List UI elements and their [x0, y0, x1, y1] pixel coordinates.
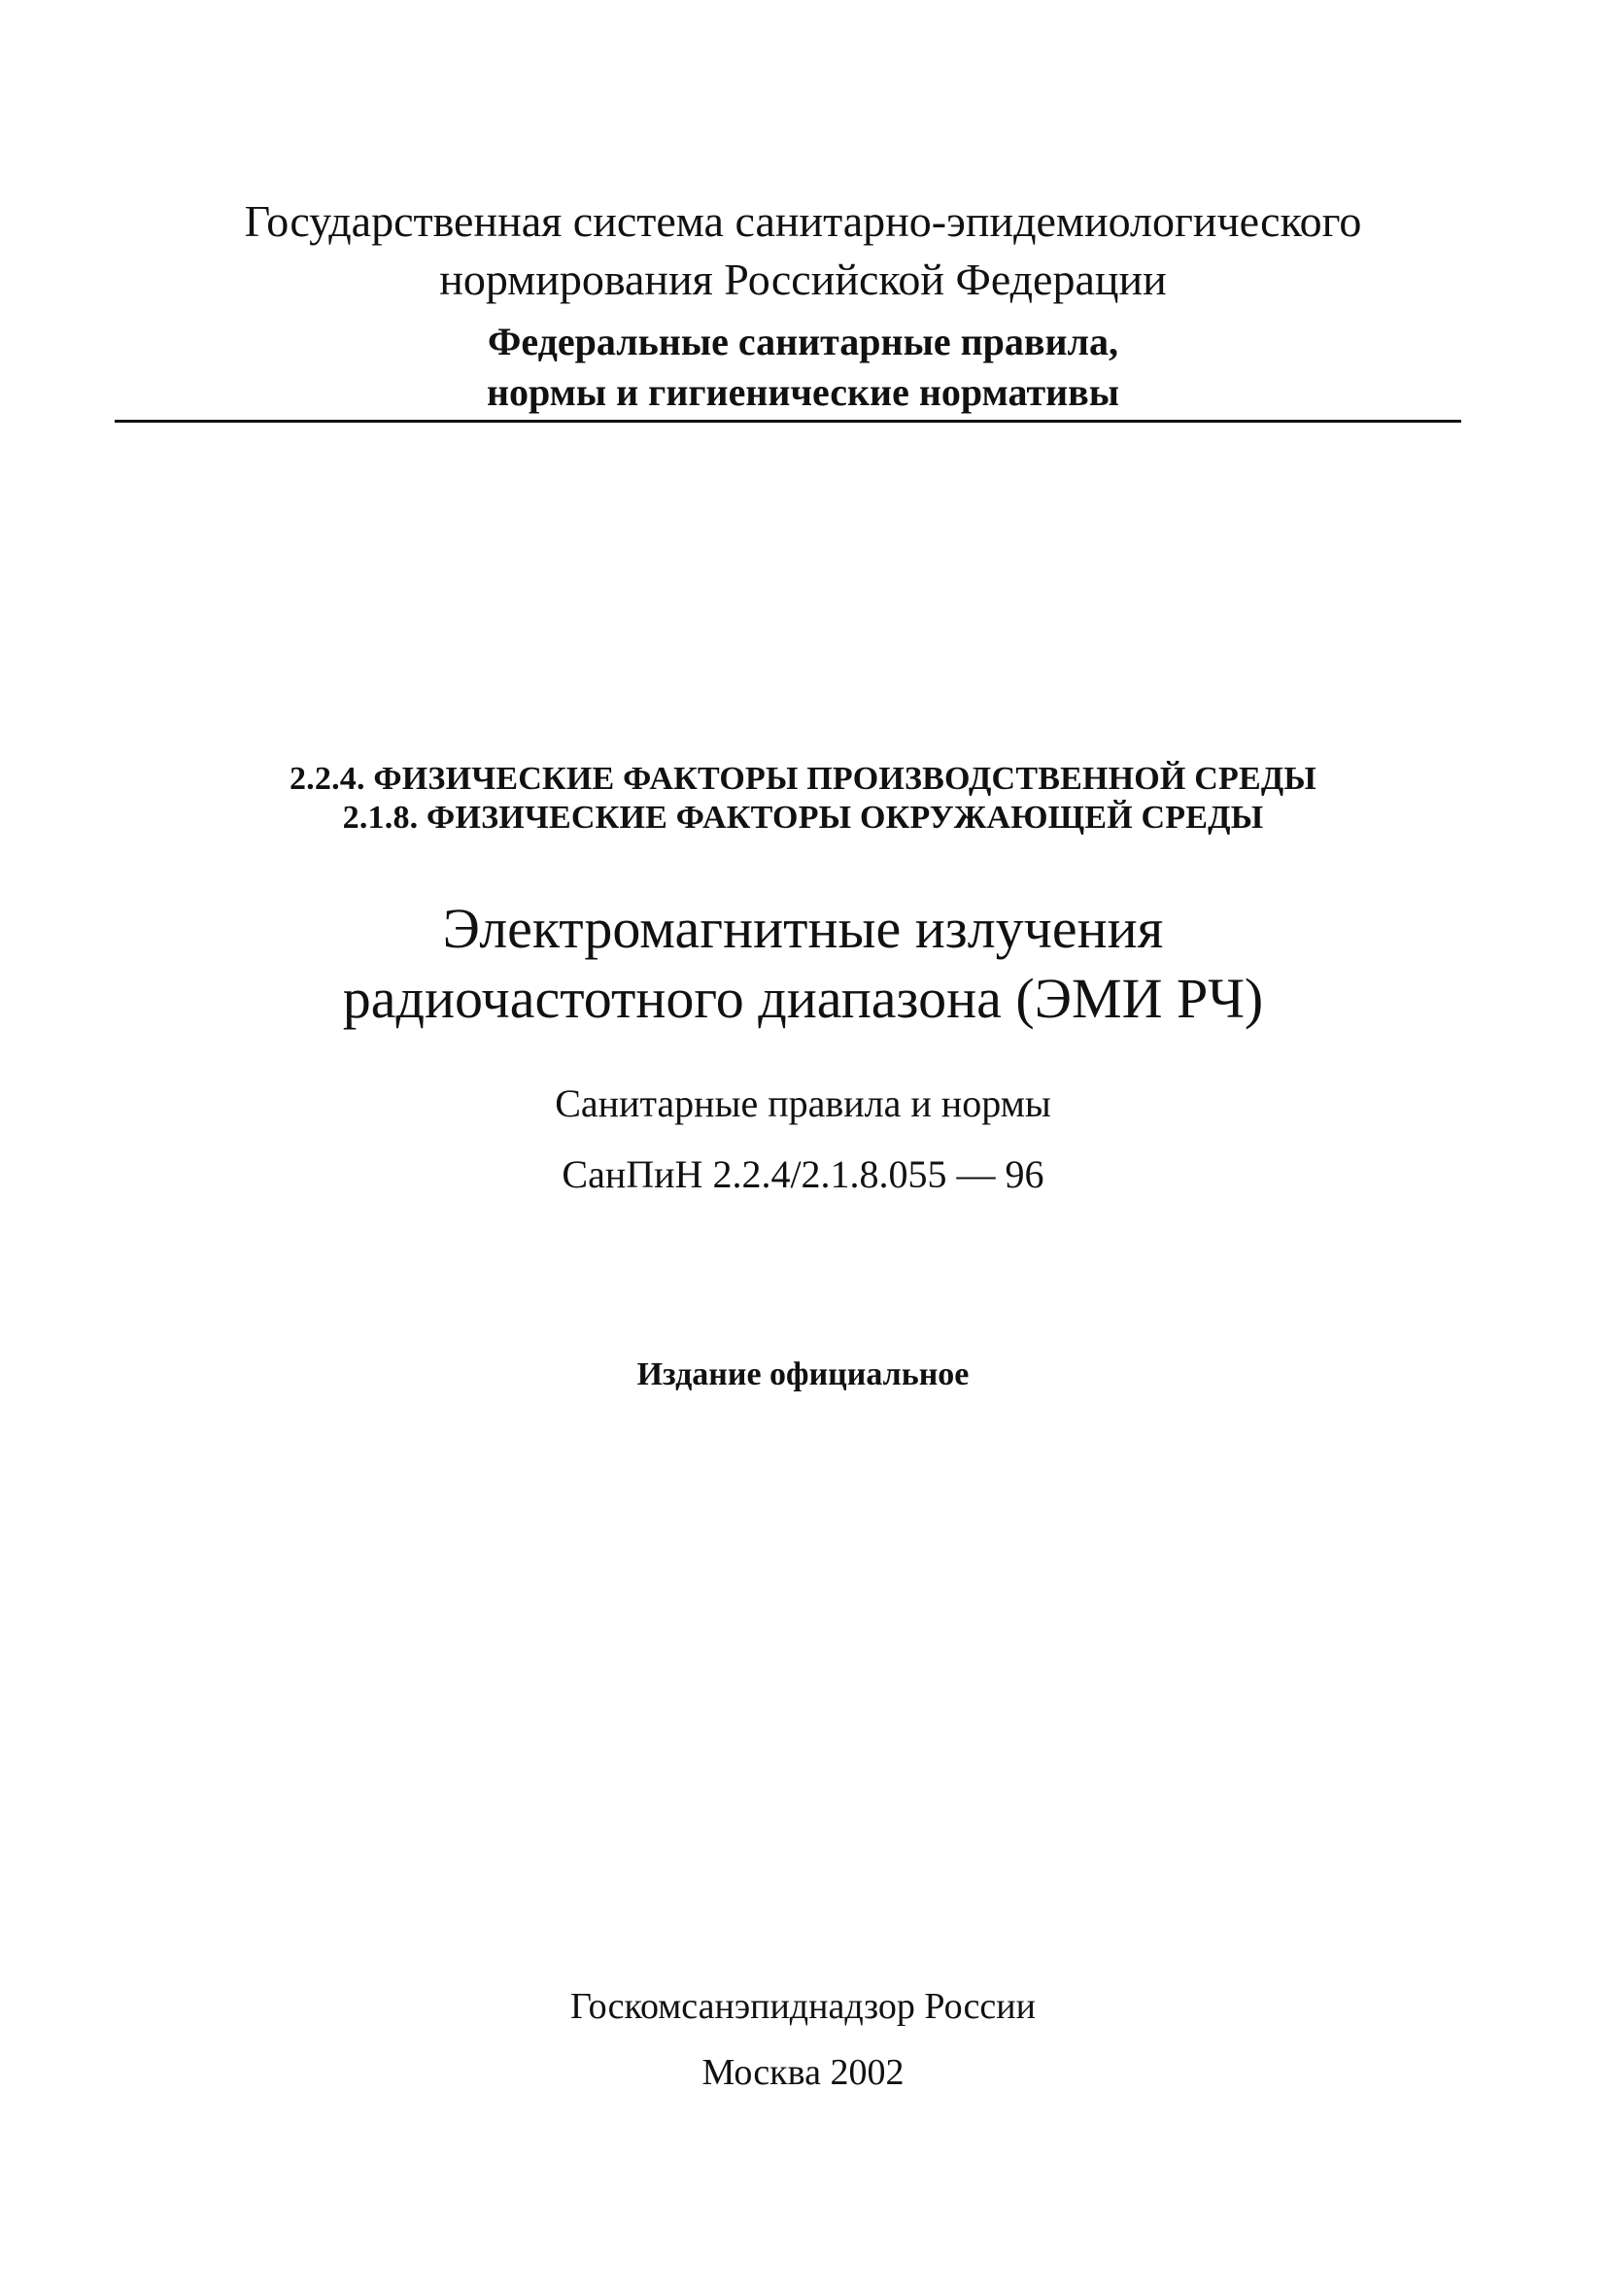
- city-year: Москва 2002: [701, 2052, 905, 2093]
- header-title-line-1: Государственная система санитарно-эпидемиологического: [244, 196, 1362, 246]
- header-title-line-2: нормирования Российской Федерации: [439, 255, 1167, 304]
- header-title: [0, 192, 1606, 309]
- document-type: Санитарные правила и нормы: [555, 1081, 1051, 1125]
- classification-code-2: 2.1.8. ФИЗИЧЕСКИЕ ФАКТОРЫ ОКРУЖАЮЩЕЙ СРЕДЫ: [342, 800, 1264, 836]
- main-title-line-1: Электромагнитные излучения: [442, 897, 1164, 960]
- main-title-line-2: радиочастотного диапазона (ЭМИ РЧ): [342, 967, 1264, 1030]
- classification-code-1: 2.2.4. ФИЗИЧЕСКИЕ ФАКТОРЫ ПРОИЗВОДСТВЕННОЙ СРЕДЫ: [289, 761, 1317, 797]
- document-number: СанПиН 2.2.4/2.1.8.055 — 96: [562, 1152, 1044, 1196]
- header-subtitle-line-2: нормы и гигиенические нормативы: [486, 370, 1120, 414]
- main-title: [0, 894, 1606, 1034]
- publisher: Госкомсанэпиднадзор России: [570, 1986, 1036, 2027]
- header-divider: [115, 420, 1461, 423]
- header-subtitle-line-1: Федеральные санитарные правила,: [488, 320, 1118, 363]
- edition-note: Издание официальное: [636, 1356, 970, 1392]
- header-subtitle: [0, 317, 1606, 418]
- classification-codes: [0, 760, 1606, 838]
